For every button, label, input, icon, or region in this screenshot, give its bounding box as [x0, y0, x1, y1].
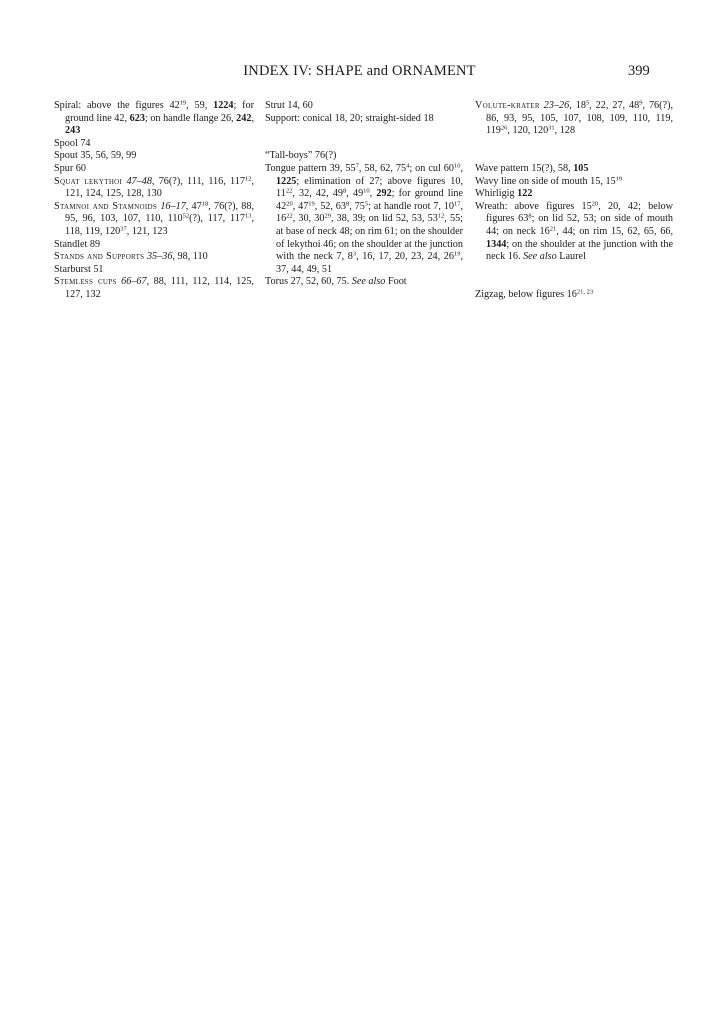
footnote-superscript: 8	[528, 212, 532, 220]
bold-figure-number: 623	[129, 112, 145, 124]
footnote-superscript: 12	[244, 175, 252, 183]
italic-page-range: See also	[351, 276, 386, 288]
entry-text: ; at handle root 7, 10	[368, 200, 454, 212]
small-caps-heading: Stamnoi and Stamnoids	[54, 200, 158, 212]
footnote-superscript: 8	[346, 200, 350, 208]
entry-text: Wave pattern 15(?), 58,	[475, 162, 574, 174]
entry-text: , 128	[554, 125, 576, 137]
entry-text: , 76(?), 88, 95, 96, 103, 107, 110, 110	[65, 200, 255, 225]
index-entry	[475, 176, 673, 189]
footnote-superscript: 37	[120, 225, 127, 233]
entry-text: “Tall-boys” 76(?)	[265, 150, 337, 162]
footnote-superscript: 18	[201, 200, 209, 208]
footnote-superscript: 7	[355, 162, 359, 170]
entry-gap	[475, 138, 673, 151]
entry-text: , 98, 110	[172, 251, 208, 263]
italic-page-range: 47–48	[126, 175, 152, 187]
entry-text: Strut 14, 60	[265, 100, 313, 111]
small-caps-heading: Stands and Supports	[54, 251, 145, 263]
entry-text: , 16, 17, 20, 23, 24, 26	[356, 251, 454, 263]
entry-text: , 76(?), 111, 116, 117	[151, 175, 245, 187]
small-caps-heading: Volute-krater	[475, 100, 540, 111]
entry-text: , 49	[346, 188, 364, 200]
footnote-superscript: 10	[363, 187, 370, 195]
entry-text: Support: conical 18, 20; straight-sided 18	[265, 112, 434, 124]
index-entry	[54, 176, 254, 201]
entry-text: Starburst 51	[54, 263, 104, 275]
index-entry	[475, 201, 673, 264]
index-entry	[475, 188, 673, 201]
index-entry	[54, 239, 254, 252]
entry-text: ; on the shoulder at the junction with the neck 16.	[486, 238, 673, 263]
footnote-superscript: 21	[549, 225, 557, 233]
entry-text: Tongue pattern 39, 55	[265, 162, 356, 174]
footnote-superscript: 8	[343, 187, 347, 195]
entry-text: , 18	[569, 100, 586, 111]
entry-text: , 47	[292, 200, 309, 212]
entry-text: , 37, 44, 49, 51	[276, 251, 464, 275]
entry-text: , 20, 42; below figures 63	[486, 200, 673, 225]
bold-figure-number: 1344	[486, 238, 507, 250]
index-entry	[54, 100, 254, 138]
entry-text: ; elimination of 27; above figures 10, 11	[276, 175, 463, 200]
entry-text: , 38, 39; on lid 52, 53, 53	[330, 213, 438, 225]
entry-text: , 32, 42, 49	[292, 188, 344, 200]
index-entry	[265, 100, 463, 113]
footnote-superscript: 10	[453, 162, 461, 170]
entry-text: , 30, 30	[292, 213, 325, 225]
italic-page-range: 35–36	[146, 251, 173, 263]
entry-text: , 118, 119, 120	[65, 213, 254, 237]
footnote-superscript: 4	[406, 162, 410, 170]
italic-page-range: 16–17	[160, 200, 186, 212]
index-entry	[54, 150, 254, 163]
footnote-superscript: 26	[500, 124, 508, 132]
entry-text: , 47	[185, 200, 202, 212]
entry-text: ; for ground line 42	[276, 188, 464, 212]
bold-figure-number: 105	[573, 162, 589, 174]
entry-text: , 55; at base of neck 48; on rim 61; on the shoulder of lekythoi 46; on the shoulder at the junction with the neck 7, 8	[276, 213, 463, 263]
entry-text: (?), 117, 117	[189, 213, 245, 225]
footnote-superscript: 19	[615, 175, 623, 183]
entry-gap	[475, 150, 673, 163]
entry-text: Wavy line on side of mouth 15, 15	[475, 175, 616, 187]
entry-text: Zigzag, below figures 16	[475, 288, 577, 300]
index-entry	[265, 113, 463, 126]
entry-text: ; on handle flange 26,	[144, 112, 237, 124]
index-entry	[265, 150, 463, 163]
footnote-superscript: 22	[286, 212, 293, 220]
entry-text: , 75	[349, 200, 365, 212]
entry-text: Whirligig	[475, 188, 518, 200]
bold-figure-number: 242	[236, 112, 252, 124]
entry-text: , 59,	[186, 100, 214, 111]
entry-text: , 88, 111, 112, 114, 125, 127, 132	[65, 276, 254, 300]
entry-text: , 76(?), 86, 93, 95, 105, 107, 108, 109, 110, 119, 119	[486, 100, 674, 137]
entry-text: Spiral: above the figures 42	[54, 100, 180, 111]
entry-text: , 52, 63	[314, 200, 346, 212]
footnote-superscript: 22	[285, 187, 293, 195]
footnote-superscript: 17	[454, 200, 461, 208]
entry-text: Spool 74	[54, 137, 91, 149]
index-entry	[475, 163, 673, 176]
bold-figure-number: 292	[376, 188, 392, 200]
index-entry	[54, 163, 254, 176]
small-caps-heading: Stemless cups	[54, 276, 117, 288]
entry-gap	[265, 138, 463, 151]
entry-text: , 121, 123	[126, 225, 168, 237]
footnote-superscript: 20	[286, 200, 293, 208]
index-column-3	[475, 100, 673, 302]
footnote-superscript: 3	[352, 250, 357, 258]
bold-figure-number: 243	[65, 125, 81, 137]
entry-text: ,	[251, 112, 254, 124]
index-entry	[475, 100, 673, 138]
index-entry	[265, 276, 463, 289]
small-caps-heading: Squat lekythoi	[54, 175, 123, 187]
entry-text: Spout 35, 56, 59, 99	[54, 150, 137, 162]
entry-text: , 44; on rim 15, 62, 65, 66,	[556, 225, 673, 237]
bold-figure-number: 1224	[213, 100, 234, 111]
entry-gap	[475, 276, 673, 289]
index-entry	[54, 201, 254, 239]
entry-text: ; on lid 52, 53; on side of mouth 44; on neck 16	[486, 213, 673, 237]
footnote-superscript: 20	[591, 200, 599, 208]
italic-page-range: See also	[523, 251, 557, 263]
running-header-title: INDEX IV: SHAPE and ORNAMENT	[243, 63, 476, 79]
entry-text: ; for ground line 42,	[65, 100, 254, 124]
entry-text: ,	[369, 188, 377, 200]
entry-gap	[475, 264, 673, 277]
entry-text: , 22, 27, 48	[589, 100, 640, 111]
index-column-1	[54, 100, 254, 302]
footnote-superscript: 29	[324, 212, 331, 220]
footnote-superscript: 52	[182, 212, 190, 220]
footnote-superscript: 5	[585, 99, 590, 107]
footnote-superscript: 31	[548, 124, 555, 132]
entry-text: Laurel	[556, 251, 586, 263]
footnote-superscript: 19	[308, 200, 315, 208]
index-entry	[54, 251, 254, 264]
footnote-superscript: 5	[364, 200, 369, 208]
index-entry	[54, 264, 254, 277]
entry-text: , 16	[276, 200, 464, 225]
footnote-superscript: 19	[453, 250, 461, 258]
entry-text: ; on cul 60	[409, 162, 454, 174]
bold-figure-number: 1225	[276, 175, 297, 187]
entry-text: Wreath: above figures 15	[475, 200, 592, 212]
footnote-superscript: 19	[179, 99, 187, 107]
entry-text: ,	[460, 162, 464, 174]
entry-text: Spur 60	[54, 162, 86, 174]
entry-gap	[265, 125, 463, 138]
entry-text: , 58, 62, 75	[358, 162, 407, 174]
index-entry	[54, 276, 254, 301]
footnote-superscript: 13	[244, 212, 252, 220]
index-entry	[475, 289, 673, 302]
footnote-superscript: 21, 23	[576, 288, 594, 296]
entry-text: , 120, 120	[507, 125, 549, 137]
entry-text: Foot	[385, 276, 407, 288]
entry-text: Standlet 89	[54, 238, 101, 250]
bold-figure-number: 122	[517, 188, 533, 200]
index-entry	[54, 138, 254, 151]
footnote-superscript: 12	[437, 212, 445, 220]
page-number: 399	[628, 63, 650, 79]
entry-text: , 121, 124, 125, 128, 130	[65, 175, 254, 200]
footnote-superscript: 9	[639, 99, 643, 107]
index-entry	[265, 163, 463, 276]
index-column-2	[265, 100, 463, 289]
entry-text: Torus 27, 52, 60, 75.	[265, 276, 352, 288]
italic-page-range: 23–26	[543, 100, 570, 111]
italic-page-range: 66–67	[121, 276, 147, 288]
